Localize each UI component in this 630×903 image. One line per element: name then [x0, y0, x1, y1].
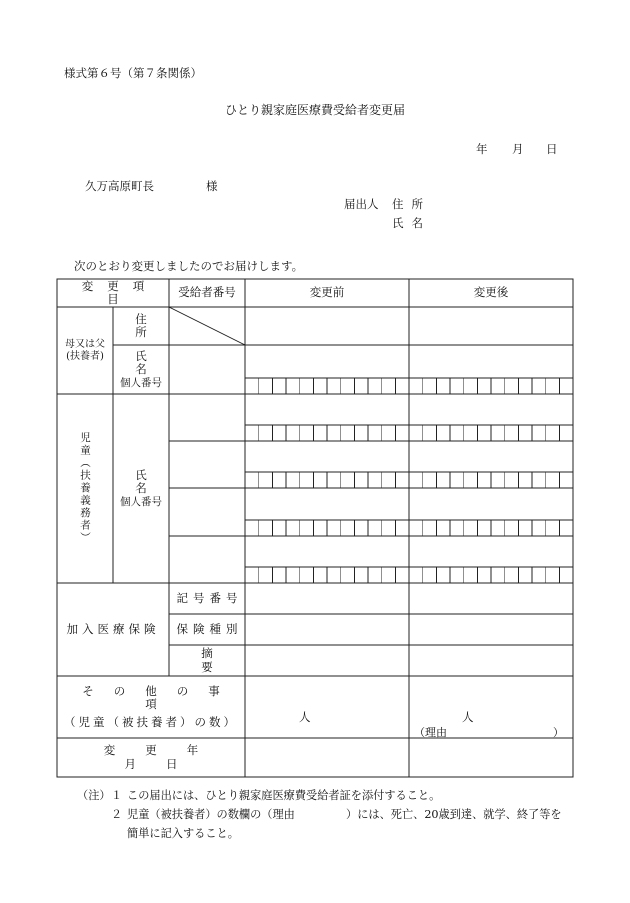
date-year-label: 年 — [476, 142, 488, 156]
change-date-label: 変更年月日 — [103, 743, 229, 771]
applicant-label: 届出人 — [344, 197, 379, 211]
child-personal-no-text: 個人番号 — [120, 495, 162, 508]
note2-number: ２ — [111, 808, 123, 821]
parent-label — [57, 307, 113, 394]
form-number: 様式第６号（第７条関係） — [64, 66, 202, 80]
addressee-honorific: 様 — [206, 179, 218, 193]
header-after: 変更後 — [473, 285, 509, 300]
child-name-label — [113, 394, 169, 583]
parent-label-line2: (扶養者) — [66, 350, 104, 362]
child-name-text: 氏名 — [135, 468, 165, 496]
parent-label-line1: 母又は父 — [65, 339, 105, 350]
parent-name-label — [113, 345, 169, 394]
note1-text: この届出には、ひとり親家庭医療費受給者証を添付すること。 — [127, 789, 441, 802]
parent-name-text: 氏名 — [135, 349, 165, 377]
addressee-name: 久万高原町長 — [85, 179, 154, 193]
header-change-item: 変更項目 — [81, 278, 159, 306]
child-count-text: （児童（被扶養者）の数） — [64, 714, 238, 729]
insurance-type-label: 保険種別 — [176, 621, 243, 636]
note1-number: １ — [111, 789, 123, 802]
header-recipient-number: 受給者番号 — [178, 285, 236, 300]
header-before: 変更前 — [309, 285, 345, 300]
parent-personal-no-text: 個人番号 — [120, 376, 162, 389]
reason-close: ） — [553, 726, 564, 739]
form-title: ひとり親家庭医療費受給者変更届 — [224, 103, 405, 117]
applicant-address-label: 住所 — [392, 197, 431, 211]
date-month-label: 月 — [512, 142, 524, 156]
notes-label: （注） — [77, 789, 111, 802]
before-persons-unit: 人 — [299, 710, 311, 724]
note2-text-c: 簡単に記入すること。 — [127, 827, 239, 840]
insurance-symbol-number-label: 記号番号 — [176, 590, 243, 605]
insurance-label: 加入医療保険 — [66, 621, 160, 636]
insurance-summary-label: 摘要 — [201, 646, 247, 674]
date-day-label: 日 — [546, 142, 558, 156]
other-items-text: その他の事項 — [82, 684, 240, 712]
note2-text-b: ）には、死亡、20歳到達、就学、終了等を — [346, 808, 562, 821]
intro-text: 次のとおり変更しましたのでお届けします。 — [74, 259, 304, 273]
applicant-name-label: 氏名 — [392, 216, 431, 230]
child-label: 児童（扶養義務者） — [79, 432, 92, 545]
parent-address-label: 住所 — [135, 311, 161, 339]
other-items-label — [57, 676, 245, 738]
reason-open: （理由 — [414, 726, 447, 739]
note2-text-a: 児童（被扶養者）の数欄の（理由 — [127, 808, 295, 821]
after-persons-unit: 人 — [462, 710, 474, 724]
